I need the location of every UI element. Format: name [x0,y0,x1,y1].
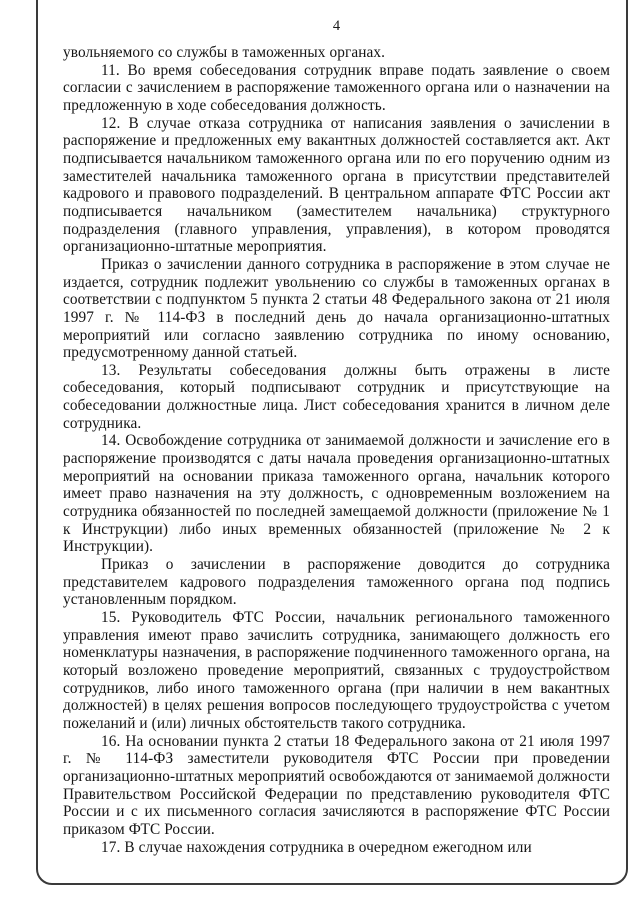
paragraph-item-12: 12. В случае отказа сотрудника от написания заявления о зачислении в распоряжение и предложенных ему вакантных должностей составляется акт. Акт подписывается начальником таможенного органа или по его поручению одним из заместителей начальника таможенного органа в присутствии представителей кадрового и правового подразделений. В центральном аппарате ФТС России акт подписывается начальником (заместителем начальника) структурного подразделения (главного управления, управления), в котором проводятся организационно-штатные мероприятия. [63,114,610,256]
paragraph-item-17: 17. В случае нахождения сотрудника в очередном ежегодном или [101,838,532,856]
paragraph-item-12-continued: Приказ о зачислении данного сотрудника в распоряжение в этом случае не издается, сотрудник подлежит увольнению со службы в таможенных органах в соответствии с подпунктом 5 пункта 2 статьи 48 Федерального закона от 21 июля 1997 г. № 114-ФЗ в последний день до начала организационно-штатных мероприятий или согласно заявлению сотрудника по иному основанию, предусмотренному данной статьей. [63,255,610,362]
paragraph-item-11: 11. Во время собеседования сотрудник вправе подать заявление о своем согласии с зачислением в распоряжение таможенного органа или о назначении на предложенную в ходе собеседования должность. [63,61,610,114]
paragraph-continuation: увольняемого со службы в таможенных органах. [63,44,386,61]
paragraph-item-13: 13. Результаты собеседования должны быть отражены в листе собеседования, который подписывают сотрудник и присутствующие на собеседовании должностные лица. Лист собеседования хранится в личном деле сотрудника. [63,361,610,432]
paragraph-item-15: 15. Руководитель ФТС России, начальник регионального таможенного управления имеют право зачислить сотрудника, занимающего должность его номенклатуры назначения, в распоряжение подчиненного таможенного органа, на который возложено проведение мероприятий, связанных с трудоустройством сотрудников, либо иного таможенного органа (при наличии в нем вакантных должностей) в целях решения вопросов последующего трудоустройства с учетом пожеланий и (или) личных обстоятельств такого сотрудника. [63,609,610,732]
page-number: 4 [332,18,341,34]
document-body [63,44,610,856]
paragraph-item-16: 16. На основании пункта 2 статьи 18 Федерального закона от 21 июля 1997 г. № 114-ФЗ заместители руководителя ФТС России при проведении организационно-штатных мероприятий освобождаются от занимаемой должности Правительством Российской Федерации по представлению руководителя ФТС России и с их письменного согласия зачисляются в распоряжение ФТС России приказом ФТС России. [63,732,610,838]
paragraph-item-14: 14. Освобождение сотрудника от занимаемой должности и зачисление его в распоряжение производятся с даты начала проведения организационно-штатных мероприятий на основании приказа таможенного органа, начальник которого имеет право назначения на эту должность, с одновременным возложением на сотрудника обязанностей по последней замещаемой должности (приложение № 1 к Инструкции) либо иных временных обязанностей (приложение № 2 к Инструкции). [63,432,610,556]
paragraph-item-14-continued: Приказ о зачислении в распоряжение доводится до сотрудника представителем кадрового подразделения таможенного органа под подпись установленным порядком. [63,556,610,609]
